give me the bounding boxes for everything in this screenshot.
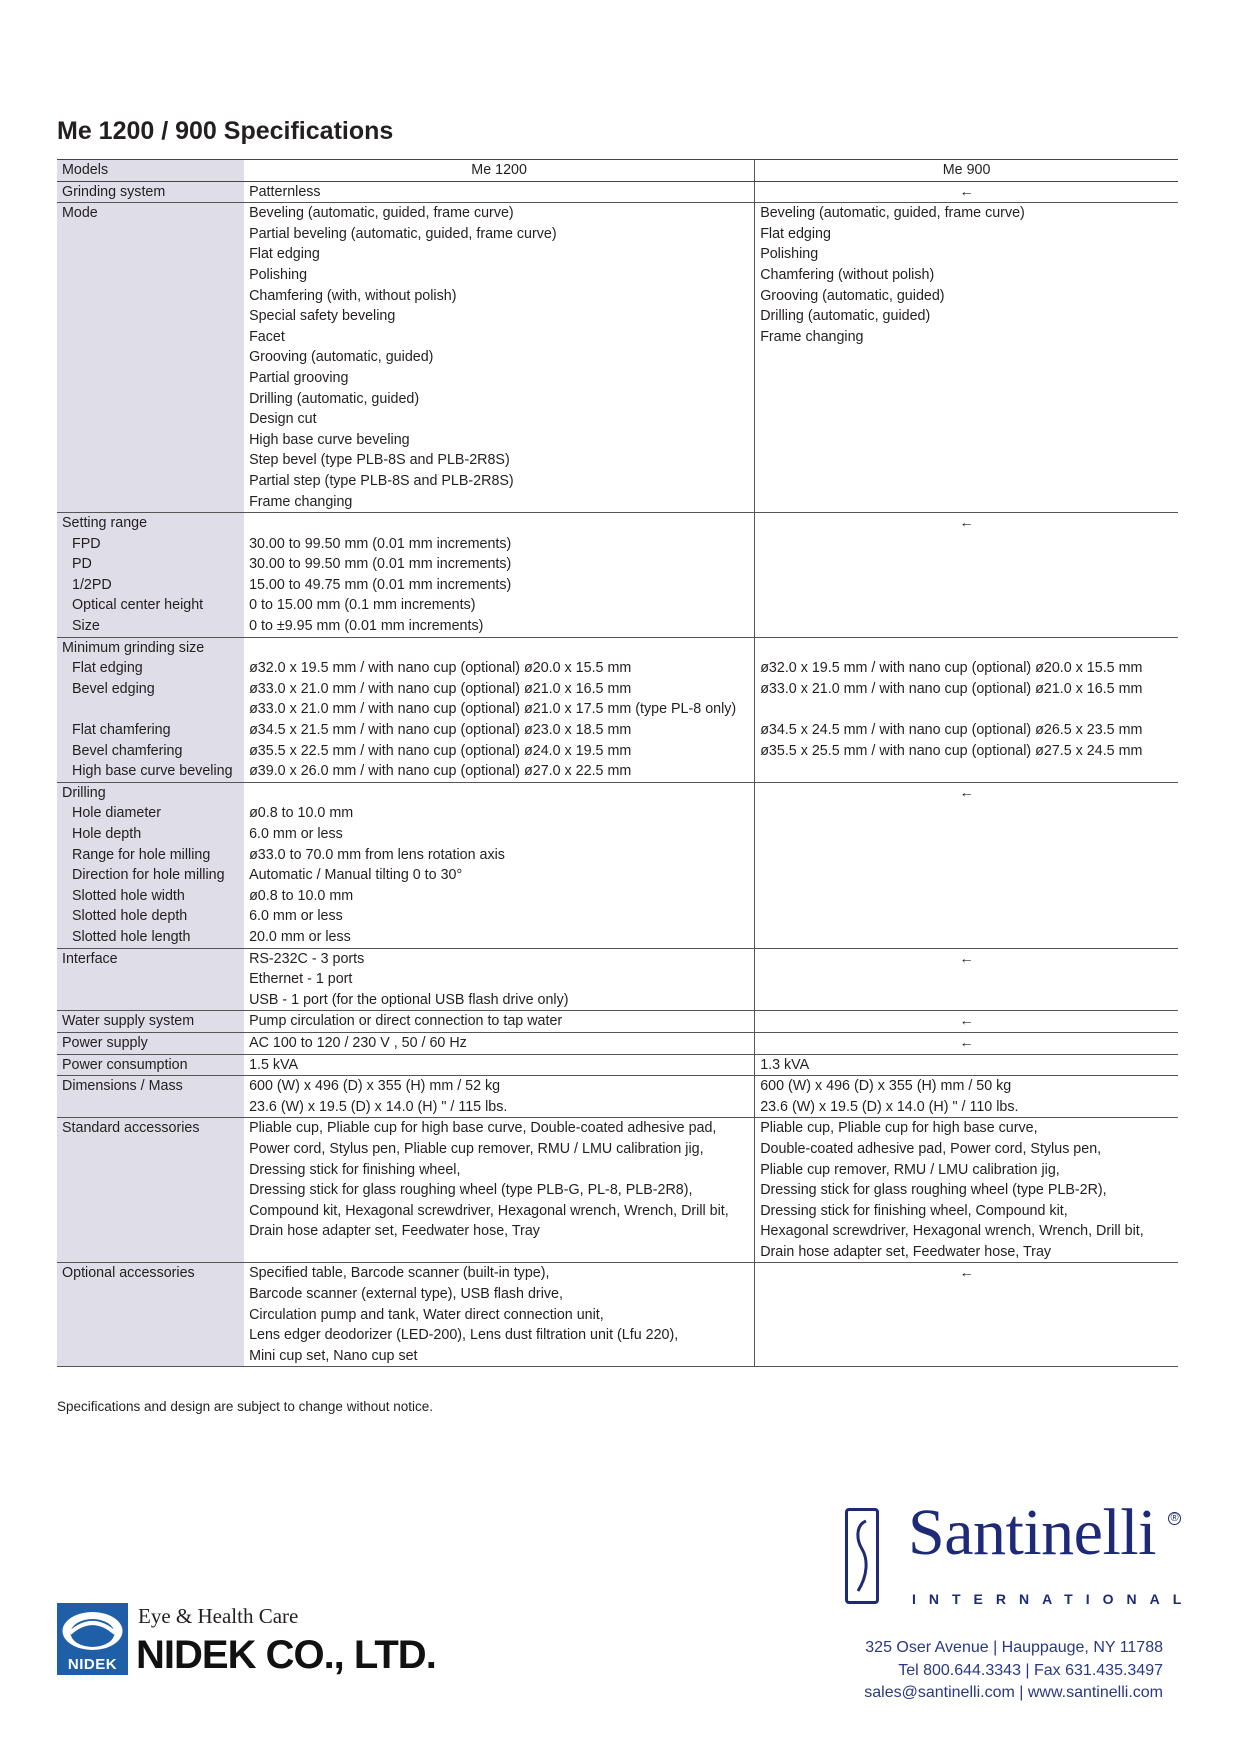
me1200-value: [244, 1011, 755, 1033]
table-row: [57, 1032, 1178, 1054]
me1200-value-line: 30.00 to 99.50 mm (0.01 mm increments): [249, 556, 512, 573]
me1200-value-line: Partial grooving: [249, 369, 349, 386]
me1200-value-line: 20.0 mm or less: [249, 928, 351, 945]
me1200-value-line: 600 (W) x 496 (D) x 355 (H) mm / 52 kg: [249, 1078, 501, 1095]
row-label-line: Bevel edging: [72, 680, 155, 697]
me1200-value-line: 6.0 mm or less: [249, 826, 343, 842]
me1200-value: [244, 948, 755, 1011]
me900-value: [755, 1076, 1178, 1118]
me1200-value: [244, 203, 755, 513]
table-row: [57, 1263, 1178, 1367]
same-as-left-arrow-icon: ←: [755, 1011, 1178, 1033]
row-label-line: Slotted hole length: [72, 928, 191, 945]
me1200-value-line: Barcode scanner (external type), USB flash drive,: [249, 1286, 563, 1303]
row-label: [57, 513, 244, 638]
row-label: [57, 1054, 244, 1076]
row-label-line: Bevel chamfering: [72, 742, 183, 759]
me1200-value-line: Beveling (automatic, guided, frame curve): [249, 205, 514, 222]
row-label: [57, 1076, 244, 1118]
table-header-row: [57, 160, 1178, 182]
row-label-line: High base curve beveling: [72, 763, 233, 780]
row-label-line: 1/2PD: [72, 576, 112, 593]
me1200-value-line: AC 100 to 120 / 230 V , 50 / 60 Hz: [249, 1034, 467, 1051]
me1200-value-line: RS-232C - 3 ports: [249, 950, 365, 967]
me900-value-line: Polishing: [760, 246, 819, 263]
me1200-value-line: 30.00 to 99.50 mm (0.01 mm increments): [249, 535, 512, 552]
header-models: Models: [57, 160, 244, 182]
row-label: [57, 1118, 244, 1263]
row-label-line: Range for hole milling: [72, 846, 211, 863]
me1200-value-line: ø35.5 x 22.5 mm / with nano cup (optional) ø24.0 x 19.5 mm: [249, 742, 632, 759]
me1200-value: [244, 1054, 755, 1076]
row-label: [57, 637, 244, 782]
nidek-tagline: Eye & Health Care: [138, 1604, 299, 1628]
table-row: [57, 1011, 1178, 1033]
me900-value-line: Pliable cup remover, RMU / LMU calibration jig,: [760, 1161, 1060, 1178]
row-label-line: Hole depth: [72, 826, 142, 842]
table-row: [57, 1118, 1178, 1263]
me900-value-line: Dressing stick for glass roughing wheel (type PLB-2R),: [760, 1182, 1107, 1199]
me1200-value-line: Automatic / Manual tilting 0 to 30°: [249, 867, 463, 884]
me1200-value: [244, 1118, 755, 1263]
me900-value-line: Flat edging: [760, 225, 831, 242]
same-as-left-arrow-icon: ←: [755, 1263, 1178, 1367]
me900-value-line: Beveling (automatic, guided, frame curve): [760, 205, 1025, 222]
santinelli-contact: [864, 1637, 1163, 1705]
table-row: [57, 181, 1178, 203]
disclaimer-note: Specifications and design are subject to change without notice.: [57, 1399, 433, 1414]
me900-value: [755, 637, 1178, 782]
me1200-value-line: Patternless: [249, 183, 321, 200]
row-label-line: Setting range: [62, 515, 148, 532]
same-as-left-arrow-icon: ←: [755, 513, 1178, 638]
me1200-value-line: ø33.0 x 21.0 mm / with nano cup (optional) ø21.0 x 16.5 mm: [249, 680, 632, 697]
me1200-value-line: 1.5 kVA: [249, 1056, 299, 1073]
nidek-eye-icon: [57, 1603, 128, 1675]
me900-value: [755, 1118, 1178, 1263]
me900-value-line: 23.6 (W) x 19.5 (D) x 14.0 (H) " / 110 lbs.: [760, 1098, 1019, 1115]
me1200-value-line: ø34.5 x 21.5 mm / with nano cup (optional) ø23.0 x 18.5 mm: [249, 722, 632, 739]
me1200-value-line: Frame changing: [249, 493, 353, 510]
header-me900: Me 900: [755, 160, 1178, 182]
me1200-value-line: Design cut: [249, 411, 317, 428]
me1200-value-line: Special safety beveling: [249, 308, 396, 325]
same-as-left-arrow-icon: ←: [755, 948, 1178, 1011]
row-label-line: Slotted hole width: [72, 887, 185, 904]
row-label-line: Direction for hole milling: [72, 867, 225, 884]
me900-value-line: Chamfering (without polish): [760, 266, 935, 283]
me900-value-line: Double-coated adhesive pad, Power cord, Stylus pen,: [760, 1140, 1102, 1157]
row-label-line: Flat chamfering: [72, 722, 171, 739]
me1200-value-line: Chamfering (with, without polish): [249, 287, 457, 304]
me1200-value-line: ø32.0 x 19.5 mm / with nano cup (optional) ø20.0 x 15.5 mm: [249, 660, 632, 677]
me900-value: [755, 1054, 1178, 1076]
me1200-value-line: Flat edging: [249, 246, 320, 263]
santinelli-web[interactable]: sales@santinelli.com | www.santinelli.com: [864, 1684, 1163, 1701]
row-label-line: Mode: [62, 205, 98, 222]
row-label-line: Drilling: [62, 784, 106, 801]
me1200-value-line: Dressing stick for glass roughing wheel (type PLB-G, PL-8, PLB-2R8),: [249, 1182, 693, 1199]
me1200-value-line: [249, 1242, 749, 1263]
me1200-value-line: Power cord, Stylus pen, Pliable cup remover, RMU / LMU calibration jig,: [249, 1140, 704, 1157]
table-row: [57, 782, 1178, 948]
nidek-company-name: NIDEK CO., LTD.: [136, 1633, 436, 1677]
me1200-value-line: Facet: [249, 328, 285, 345]
me900-value-line: ø32.0 x 19.5 mm / with nano cup (optional) ø20.0 x 15.5 mm: [760, 660, 1143, 677]
me900-value-line: Grooving (automatic, guided): [760, 287, 945, 304]
row-label-line: Optical center height: [72, 597, 204, 614]
me1200-value: [244, 1076, 755, 1118]
row-label: [57, 1032, 244, 1054]
me1200-value-line: ø33.0 to 70.0 mm from lens rotation axis: [249, 846, 505, 863]
santinelli-subtitle: INTERNATIONAL: [912, 1591, 1195, 1607]
me1200-value-line: Mini cup set, Nano cup set: [249, 1347, 418, 1364]
me1200-value-line: Specified table, Barcode scanner (built-in type),: [249, 1265, 550, 1282]
row-label-line: Power consumption: [62, 1056, 188, 1073]
table-row: [57, 637, 1178, 782]
me1200-value-line: 0 to 15.00 mm (0.1 mm increments): [249, 597, 476, 614]
page-title: Me 1200 / 900 Specifications: [57, 117, 394, 145]
me1200-value-line: ø0.8 to 10.0 mm: [249, 887, 354, 904]
me1200-value-line: High base curve beveling: [249, 431, 410, 448]
me1200-value-line: Drain hose adapter set, Feedwater hose, Tray: [249, 1223, 540, 1240]
row-label-line: Power supply: [62, 1034, 148, 1051]
me1200-value: [244, 637, 755, 782]
me900-value-line: Pliable cup, Pliable cup for high base curve,: [760, 1120, 1038, 1137]
table-row: [57, 513, 1178, 638]
me900-value-line: 1.3 kVA: [760, 1056, 810, 1073]
row-label-line: FPD: [72, 535, 101, 552]
me1200-value-line: ø0.8 to 10.0 mm: [249, 805, 354, 822]
table-row: [57, 948, 1178, 1011]
row-label-line: Minimum grinding size: [62, 639, 205, 656]
registered-mark: ®: [1168, 1512, 1181, 1525]
santinelli-address: 325 Oser Avenue | Hauppauge, NY 11788: [865, 1639, 1163, 1656]
row-label-line: Water supply system: [62, 1013, 195, 1030]
table-row: [57, 1076, 1178, 1118]
row-label-line: PD: [72, 556, 92, 573]
me1200-value-line: Circulation pump and tank, Water direct connection unit,: [249, 1306, 604, 1323]
me1200-value-line: [249, 513, 749, 534]
same-as-left-arrow-icon: ←: [755, 181, 1178, 203]
me1200-value: [244, 782, 755, 948]
me900-value-line: Hexagonal screwdriver, Hexagonal wrench, Wrench, Drill bit,: [760, 1223, 1144, 1240]
me900-value-line: ø35.5 x 25.5 mm / with nano cup (optional) ø27.5 x 24.5 mm: [760, 742, 1143, 759]
me1200-value-line: 6.0 mm or less: [249, 908, 343, 925]
row-label-line: Optional accessories: [62, 1265, 195, 1282]
santinelli-logo-text: Santinelli: [908, 1496, 1156, 1569]
me1200-value-line: Pliable cup, Pliable cup for high base curve, Double-coated adhesive pad,: [249, 1120, 717, 1137]
table-row: [57, 1054, 1178, 1076]
same-as-left-arrow-icon: ←: [755, 1032, 1178, 1054]
row-label-line: Interface: [62, 950, 118, 967]
same-as-left-arrow-icon: ←: [755, 782, 1178, 948]
me900-value-line: [760, 699, 1173, 720]
me900-value-line: Drain hose adapter set, Feedwater hose, Tray: [760, 1243, 1052, 1260]
row-label-line: Flat edging: [72, 660, 143, 677]
me900-value-line: 600 (W) x 496 (D) x 355 (H) mm / 50 kg: [760, 1078, 1012, 1095]
row-label-line: Size: [72, 618, 100, 635]
row-label: [57, 181, 244, 203]
row-label: [57, 1011, 244, 1033]
me1200-value: [244, 1263, 755, 1367]
me900-value-line: ø33.0 x 21.0 mm / with nano cup (optional) ø21.0 x 16.5 mm: [760, 680, 1143, 697]
row-label-line: [62, 699, 239, 720]
me1200-value: [244, 181, 755, 203]
me1200-value-line: Dressing stick for finishing wheel,: [249, 1161, 461, 1178]
me1200-value-line: 23.6 (W) x 19.5 (D) x 14.0 (H) " / 115 lbs.: [249, 1098, 508, 1115]
santinelli-mark-icon: [845, 1508, 879, 1604]
me900-value-line: [760, 638, 1173, 659]
me1200-value: [244, 513, 755, 638]
me1200-value-line: Pump circulation or direct connection to tap water: [249, 1013, 563, 1030]
table-row: [57, 203, 1178, 513]
me1200-value-line: USB - 1 port (for the optional USB flash drive only): [249, 991, 569, 1008]
me1200-value-line: Ethernet - 1 port: [249, 971, 353, 988]
me1200-value-line: Step bevel (type PLB-8S and PLB-2R8S): [249, 452, 510, 469]
me900-value-line: Frame changing: [760, 328, 864, 345]
specifications-table: [57, 159, 1178, 1367]
row-label: [57, 782, 244, 948]
row-label: [57, 948, 244, 1011]
me1200-value-line: ø39.0 x 26.0 mm / with nano cup (optional) ø27.0 x 22.5 mm: [249, 763, 632, 780]
me1200-value-line: 0 to ±9.95 mm (0.01 mm increments): [249, 618, 484, 635]
me1200-value-line: ø33.0 x 21.0 mm / with nano cup (optional) ø21.0 x 17.5 mm (type PL-8 only): [249, 701, 737, 718]
me1200-value-line: [249, 783, 749, 804]
me900-value-line: ø34.5 x 24.5 mm / with nano cup (optional) ø26.5 x 23.5 mm: [760, 722, 1143, 739]
nidek-badge-label: NIDEK: [67, 1656, 118, 1673]
me1200-value-line: Lens edger deodorizer (LED-200), Lens dust filtration unit (Lfu 220),: [249, 1327, 679, 1344]
row-label: [57, 1263, 244, 1367]
me1200-value-line: 15.00 to 49.75 mm (0.01 mm increments): [249, 576, 512, 593]
me1200-value-line: Drilling (automatic, guided): [249, 390, 420, 407]
row-label-line: Dimensions / Mass: [62, 1078, 183, 1095]
me900-value-line: Dressing stick for finishing wheel, Compound kit,: [760, 1202, 1068, 1219]
header-me1200: Me 1200: [244, 160, 755, 182]
row-label-line: Hole diameter: [72, 805, 161, 822]
me1200-value-line: Grooving (automatic, guided): [249, 349, 434, 366]
me900-value-line: Drilling (automatic, guided): [760, 308, 931, 325]
row-label-line: Standard accessories: [62, 1120, 200, 1137]
santinelli-phone: Tel 800.644.3343 | Fax 631.435.3497: [898, 1661, 1163, 1679]
row-label: [57, 203, 244, 513]
me1200-value-line: Polishing: [249, 266, 308, 283]
me1200-value-line: Partial beveling (automatic, guided, frame curve): [249, 225, 557, 242]
me900-value: [755, 203, 1178, 513]
me1200-value-line: Compound kit, Hexagonal screwdriver, Hexagonal wrench, Wrench, Drill bit,: [249, 1202, 729, 1219]
row-label-line: Slotted hole depth: [72, 908, 188, 925]
me1200-value-line: Partial step (type PLB-8S and PLB-2R8S): [249, 472, 514, 489]
me1200-value-line: [249, 638, 749, 659]
row-label-line: Grinding system: [62, 183, 166, 200]
me1200-value: [244, 1032, 755, 1054]
